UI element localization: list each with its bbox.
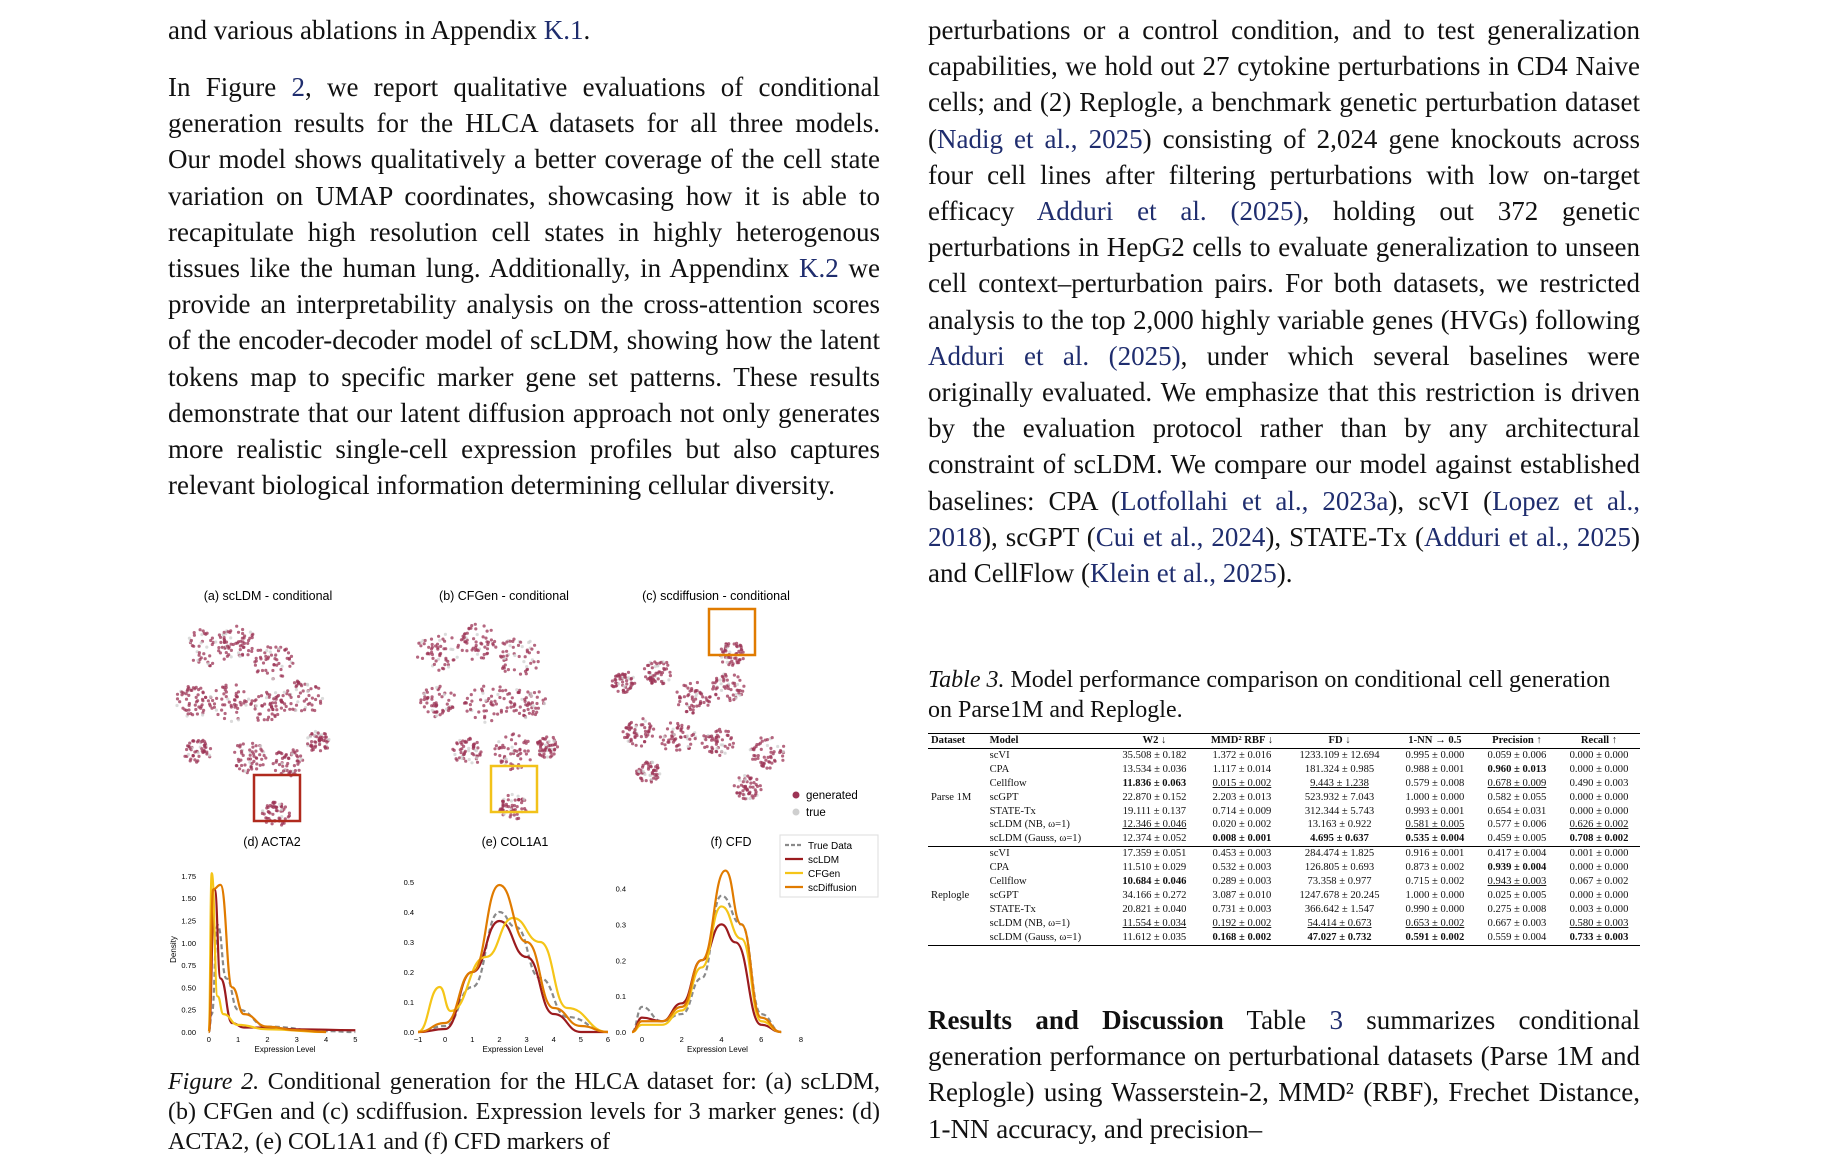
- figure-2-link[interactable]: 2: [291, 72, 305, 102]
- table-value-cell: 47.027 ± 0.732: [1285, 931, 1394, 945]
- table-value-cell: 366.642 ± 1.547: [1304, 903, 1375, 915]
- table-value-cell: 2.203 ± 0.013: [1212, 791, 1272, 803]
- table-header-4: FD ↓: [1285, 734, 1394, 749]
- table-header-3: MMD² RBF ↓: [1199, 734, 1285, 749]
- table-value-cell: 0.535 ± 0.004: [1405, 833, 1465, 845]
- table-model-cell: Cellflow: [989, 876, 1027, 888]
- table-value-cell: 0.708 ± 0.002: [1569, 833, 1629, 845]
- table-value-cell: 19.111 ± 0.137: [1122, 805, 1187, 817]
- table-value-cell: 0.581 ± 0.005: [1405, 819, 1465, 831]
- table-value-cell: 0.003 ± 0.000: [1569, 903, 1629, 915]
- table-row: [928, 875, 1640, 889]
- table-value-cell: 0.417 ± 0.004: [1476, 847, 1558, 861]
- x-tick-label: 8: [798, 1035, 804, 1044]
- table-row: [928, 917, 1640, 931]
- table-row: [928, 763, 1640, 777]
- table-value-cell: 0.733 ± 0.003: [1558, 931, 1640, 945]
- cite-cui[interactable]: Cui et al., 2024: [1095, 521, 1266, 552]
- table-model-cell: Cellflow: [989, 777, 1027, 789]
- density-plot-1: [404, 878, 611, 1054]
- x-tick-label: 6: [759, 1035, 764, 1044]
- cite-adduri-3[interactable]: Adduri et al., 2025: [1423, 521, 1632, 552]
- table-value-cell: 0.067 ± 0.002: [1569, 876, 1629, 888]
- table-value-cell: 0.459 ± 0.005: [1487, 833, 1547, 845]
- table-value-cell: 0.580 ± 0.003: [1569, 917, 1629, 929]
- legend-true: true: [806, 807, 826, 819]
- table-value-cell: 0.000 ± 0.000: [1569, 763, 1629, 775]
- legend-scldm: scLDM: [808, 855, 840, 866]
- legend-true-data: True Data: [808, 841, 853, 852]
- table-value-cell: 0.715 ± 0.002: [1405, 876, 1465, 888]
- table-row: [928, 818, 1640, 832]
- x-tick-label: 2: [679, 1035, 684, 1044]
- table-value-cell: 181.324 ± 0.985: [1304, 763, 1375, 775]
- table-header-1: Model: [987, 734, 1110, 749]
- table-row: [928, 748, 1640, 762]
- table-dataset-cell: [928, 875, 987, 889]
- table-dataset-cell: [928, 818, 987, 832]
- legend-generated-dot: [793, 792, 800, 799]
- y-tick-label: 1.50: [181, 894, 196, 904]
- table-model-cell: CPA: [989, 763, 1010, 775]
- table-value-cell: 9.443 ± 1.238: [1310, 777, 1369, 789]
- x-tick-label: 0: [639, 1035, 645, 1044]
- table-row: [928, 777, 1640, 791]
- table-value-cell: 13.163 ± 0.922: [1307, 819, 1372, 831]
- table-value-cell: 1.000 ± 0.000: [1405, 889, 1465, 901]
- table-value-cell: 126.805 ± 0.693: [1304, 862, 1375, 874]
- table-value-cell: 1.372 ± 0.016: [1212, 749, 1272, 761]
- x-tick-label: 1: [470, 1035, 475, 1044]
- x-tick-label: 4: [719, 1035, 724, 1044]
- x-tick-label: 6: [605, 1035, 611, 1044]
- y-tick-label: 0.3: [615, 920, 626, 930]
- table-dataset-cell: Parse 1M: [931, 791, 972, 803]
- table-value-cell: 0.192 ± 0.002: [1212, 917, 1272, 929]
- density-curve-true: [418, 912, 608, 1032]
- x-tick-label: 4: [323, 1035, 329, 1044]
- table-value-cell: 12.346 ± 0.046: [1122, 819, 1187, 831]
- table-value-cell: 0.000 ± 0.000: [1569, 805, 1629, 817]
- table-value-cell: 22.870 ± 0.152: [1122, 791, 1187, 803]
- y-tick-label: 0.00: [181, 1028, 196, 1037]
- cite-nadig[interactable]: Nadig et al., 2025: [937, 123, 1143, 154]
- table-model-cell: scVI: [987, 847, 1110, 861]
- results-heading: Results and Discussion: [928, 1005, 1224, 1035]
- table-model-cell: scLDM (Gauss, ω=1): [987, 931, 1110, 945]
- table-model-cell: STATE-Tx: [989, 903, 1036, 915]
- table-row: [928, 861, 1640, 875]
- table-model-cell: scLDM (NB, ω=1): [989, 819, 1070, 831]
- density-curve-scdiffusion: [632, 871, 781, 1032]
- table-value-cell: 3.087 ± 0.010: [1212, 889, 1272, 901]
- table-value-cell: 0.667 ± 0.003: [1487, 917, 1547, 929]
- x-tick-label: 1: [236, 1035, 241, 1044]
- cite-adduri-1[interactable]: Adduri et al. (2025): [1036, 196, 1303, 227]
- highlight-box-a: [254, 775, 300, 821]
- table-value-cell: 0.678 ± 0.009: [1487, 777, 1547, 789]
- table-value-cell: 1.117 ± 0.014: [1212, 763, 1272, 775]
- table-value-cell: 312.344 ± 5.743: [1304, 805, 1375, 817]
- table-value-cell: 0.289 ± 0.003: [1212, 876, 1272, 888]
- table-value-cell: 11.510 ± 0.029: [1122, 862, 1187, 874]
- table-value-cell: 12.374 ± 0.052: [1122, 833, 1187, 845]
- y-axis-label: Density: [169, 936, 178, 963]
- table-dataset-cell: Replogle: [931, 889, 970, 901]
- table-row: [928, 847, 1640, 861]
- table-header-7: Recall ↑: [1558, 734, 1640, 749]
- density-plot-0: [169, 872, 357, 1054]
- table-value-cell: 11.836 ± 0.063: [1122, 777, 1187, 789]
- table-dataset-cell: [928, 847, 987, 861]
- table-value-cell: 0.960 ± 0.013: [1487, 763, 1547, 775]
- left-top-line: and various ablations in Appendix K.1.: [168, 15, 591, 45]
- legend-generated: generated: [806, 790, 858, 802]
- table-value-cell: 0.008 ± 0.001: [1212, 833, 1272, 845]
- table-dataset-cell: [928, 748, 987, 762]
- table-header-2: W2 ↓: [1110, 734, 1199, 749]
- x-axis-label: Expression Level: [482, 1045, 544, 1054]
- table-value-cell: 0.275 ± 0.008: [1487, 903, 1547, 915]
- table-header-0: Dataset: [928, 734, 987, 749]
- table-value-cell: 0.025 ± 0.005: [1487, 889, 1547, 901]
- density-curve-scdiffusion: [209, 885, 326, 1032]
- cite-lopez[interactable]: Lopez et al., 2018: [928, 485, 1640, 552]
- table-value-cell: 0.000 ± 0.000: [1569, 889, 1629, 901]
- table-value-cell: 523.932 ± 7.043: [1304, 791, 1375, 803]
- table-3-link[interactable]: 3: [1329, 1005, 1343, 1035]
- table-value-cell: 11.612 ± 0.035: [1110, 931, 1199, 945]
- x-axis-label: Expression Level: [254, 1045, 316, 1054]
- table-row: [928, 931, 1640, 945]
- table-value-cell: 0.714 ± 0.009: [1212, 805, 1272, 817]
- y-tick-label: 1.00: [181, 938, 196, 948]
- figure-2: [168, 582, 880, 1054]
- table-value-cell: 0.988 ± 0.001: [1405, 763, 1465, 775]
- table-value-cell: 0.939 ± 0.004: [1487, 862, 1547, 874]
- y-tick-label: 0.75: [181, 961, 196, 971]
- umap-c: [611, 642, 786, 801]
- table-value-cell: 0.579 ± 0.008: [1405, 777, 1465, 789]
- x-tick-label: 3: [294, 1035, 299, 1044]
- table-row: [928, 889, 1640, 903]
- appendix-k2-link[interactable]: K.2: [799, 253, 839, 284]
- legend-true-dot: [793, 809, 800, 816]
- table-value-cell: 0.591 ± 0.002: [1394, 931, 1476, 945]
- umap-title-b: (b) CFGen - conditional: [439, 589, 569, 603]
- table-value-cell: 0.000 ± 0.000: [1569, 862, 1629, 874]
- table-value-cell: 17.359 ± 0.051: [1110, 847, 1199, 861]
- y-tick-label: 0.1: [403, 998, 414, 1007]
- y-tick-label: 0.4: [403, 908, 414, 917]
- table-model-cell: scGPT: [989, 889, 1019, 901]
- legend-cfgen: CFGen: [808, 869, 841, 880]
- table-header-5: 1-NN → 0.5: [1394, 734, 1476, 749]
- umap-title-a: (a) scLDM - conditional: [203, 589, 333, 603]
- density-title-d: (d) ACTA2: [243, 835, 301, 849]
- table-row: [928, 832, 1640, 846]
- x-tick-label: 5: [353, 1035, 358, 1044]
- table-value-cell: 1.000 ± 0.000: [1405, 791, 1465, 803]
- table-value-cell: 54.414 ± 0.673: [1307, 917, 1372, 929]
- table-value-cell: 0.453 ± 0.003: [1199, 847, 1285, 861]
- density-legend: [780, 835, 878, 897]
- cite-klein[interactable]: Klein et al., 2025: [1090, 558, 1277, 589]
- table-dataset-cell: [928, 777, 987, 791]
- table-value-cell: 0.873 ± 0.002: [1405, 862, 1465, 874]
- y-tick-label: 0.50: [181, 983, 196, 993]
- highlight-box-c: [709, 609, 755, 655]
- table-value-cell: 0.001 ± 0.000: [1558, 847, 1640, 861]
- table-model-cell: scLDM (NB, ω=1): [989, 917, 1070, 929]
- x-tick-label: −1: [413, 1035, 423, 1044]
- table-dataset-cell: [928, 805, 987, 819]
- table-value-cell: 0.059 ± 0.006: [1487, 749, 1547, 761]
- table-dataset-cell: [928, 763, 987, 777]
- y-tick-label: 1.75: [181, 871, 196, 881]
- table-value-cell: 0.559 ± 0.004: [1476, 931, 1558, 945]
- table-value-cell: 0.490 ± 0.003: [1569, 777, 1629, 789]
- y-tick-label: 0.2: [615, 956, 626, 966]
- legend-scdiffusion: scDiffusion: [808, 883, 857, 894]
- table-model-cell: scVI: [989, 749, 1010, 761]
- x-tick-label: 2: [497, 1035, 502, 1044]
- density-curve-scldm: [418, 921, 608, 1032]
- figure-2-caption: Figure 2. Conditional generation for the HLCA dataset for: (a) scLDM, (b) CFGen and (c) scdiffusion. Expression levels for 3 marker genes: (d) ACTA2, (e) COL1A1 and (f) CFD markers of: [168, 1069, 880, 1155]
- figure-2-graphic: [168, 582, 880, 1054]
- x-tick-label: 3: [524, 1035, 529, 1044]
- table-value-cell: 0.731 ± 0.003: [1212, 903, 1272, 915]
- x-tick-label: 5: [578, 1035, 583, 1044]
- table-value-cell: 73.358 ± 0.977: [1307, 876, 1372, 888]
- results-paragraph: Results and Discussion Table 3 summarizes conditional generation performance on perturbational datasets (Parse 1M and Replogle) using Wasserstein-2, MMD² (RBF), Frechet Distance, 1-NN accuracy, and precision–: [928, 1005, 1641, 1144]
- density-title-e: (e) COL1A1: [481, 835, 549, 849]
- table-value-cell: 0.990 ± 0.000: [1405, 903, 1465, 915]
- table-3: [928, 733, 1640, 946]
- table-dataset-cell: [928, 861, 987, 875]
- x-tick-label: 2: [265, 1035, 270, 1044]
- table-value-cell: 0.015 ± 0.002: [1212, 777, 1272, 789]
- umap-title-c: (c) scdiffusion - conditional: [642, 589, 790, 603]
- table-value-cell: 0.532 ± 0.003: [1212, 862, 1272, 874]
- y-tick-label: 0.0: [615, 1028, 626, 1037]
- y-tick-label: 0.1: [615, 992, 626, 1002]
- table-model-cell: scGPT: [989, 791, 1019, 803]
- density-curve-true: [209, 925, 356, 1032]
- right-paragraph: perturbations or a control condition, and to test generalization capabilities, we hold out 27 cytokine perturbations in CD4 Naive cells; and (2) Replogle, a benchmark genetic perturbation dataset (Nadig et al., 2025) consisting of 2,024 gene knockouts across four cell lines after filtering perturbations with low on-target efficacy Adduri et al. (2025), holding out 372 genetic perturbations in HepG2 cells to evaluate generalization to unseen cell context–perturbation pairs. For both datasets, we restricted analysis to the top 2,000 highly variable genes (HVGs) following Adduri et al. (2025), under which several baselines were originally evaluated. We emphasize that this restriction is driven by the evaluation protocol rather than by any architectural constraint of scLDM. We compare our model against established baselines: CPA (Lotfollahi et al., 2023a), scVI (Lopez et al., 2018), scGPT (Cui et al., 2024), STATE-Tx (Adduri et al., 2025) and CellFlow (Klein et al., 2025).: [928, 15, 1641, 589]
- table-value-cell: 0.000 ± 0.000: [1569, 791, 1629, 803]
- x-tick-label: 0: [206, 1035, 211, 1044]
- y-tick-label: 0.3: [403, 938, 414, 947]
- table-value-cell: 4.695 ± 0.637: [1310, 833, 1369, 845]
- table-model-cell: CPA: [989, 862, 1010, 874]
- table-value-cell: 284.474 ± 1.825: [1285, 847, 1394, 861]
- x-tick-label: 4: [551, 1035, 556, 1044]
- table-3-caption: Table 3. Model performance comparison on conditional cell generation on Parse1M and Replogle.: [928, 667, 1611, 723]
- table-header-6: Precision ↑: [1476, 734, 1558, 749]
- table-value-cell: 1233.109 ± 12.694: [1299, 749, 1380, 761]
- table-model-cell: STATE-Tx: [989, 805, 1036, 817]
- table-value-cell: 34.166 ± 0.272: [1122, 889, 1187, 901]
- table-value-cell: 0.654 ± 0.031: [1487, 805, 1547, 817]
- y-tick-label: 0.2: [403, 968, 414, 977]
- table-value-cell: 13.534 ± 0.036: [1122, 763, 1187, 775]
- density-plot-2: [616, 871, 804, 1054]
- table-value-cell: 0.577 ± 0.006: [1487, 819, 1547, 831]
- table-value-cell: 0.916 ± 0.001: [1394, 847, 1476, 861]
- table-model-cell: scLDM (Gauss, ω=1): [989, 833, 1082, 845]
- table-value-cell: 20.821 ± 0.040: [1122, 903, 1187, 915]
- table-value-cell: 0.000 ± 0.000: [1569, 749, 1629, 761]
- cite-adduri-2[interactable]: Adduri et al. (2025): [928, 340, 1181, 371]
- table-value-cell: 0.020 ± 0.002: [1212, 819, 1272, 831]
- table-value-cell: 0.993 ± 0.001: [1405, 805, 1465, 817]
- table-row: [928, 903, 1640, 917]
- table-value-cell: 0.943 ± 0.003: [1487, 876, 1547, 888]
- left-paragraph: In Figure 2, we report qualitative evaluations of conditional generation results for the HLCA datasets for all three models. Our model shows qualitatively a better coverage of the cell state variation on UMAP coordinates, showcasing how it is able to recapitulate high resolution cell states in highly heterogenous tissues like the human lung. Additionally, in Appendinx K.2 we provide an interpretability analysis on the cross-attention scores of the encoder-decoder model of scLDM, showing how the latent tokens map to specific marker gene set patterns. These results demonstrate that our latent diffusion approach not only generates more realistic single-cell expression profiles but also captures relevant biological information determining cellular diversity.: [168, 72, 880, 501]
- density-curve-scldm: [209, 889, 356, 1032]
- density-curve-cfgen: [418, 918, 608, 1032]
- table-dataset-cell: [928, 917, 987, 931]
- table-dataset-cell: [928, 832, 987, 846]
- x-axis-label: Expression Level: [687, 1045, 748, 1054]
- table-value-cell: 35.508 ± 0.182: [1122, 749, 1187, 761]
- density-title-f: (f) CFD: [710, 835, 752, 849]
- y-tick-label: 0.0: [403, 1028, 414, 1037]
- table-value-cell: 0.653 ± 0.002: [1405, 917, 1465, 929]
- table-value-cell: 1247.678 ± 20.245: [1299, 889, 1380, 901]
- table-dataset-cell: [928, 903, 987, 917]
- table-row: [928, 805, 1640, 819]
- table-value-cell: 0.582 ± 0.055: [1487, 791, 1547, 803]
- cite-lotfollahi[interactable]: Lotfollahi et al., 2023a: [1120, 485, 1389, 516]
- table-value-cell: 10.684 ± 0.046: [1122, 876, 1187, 888]
- table-row: [928, 791, 1640, 805]
- density-curve-scdiffusion: [418, 885, 608, 1032]
- y-tick-label: 1.25: [181, 916, 196, 926]
- y-tick-label: 0.25: [181, 1005, 196, 1015]
- table-value-cell: 11.554 ± 0.034: [1122, 917, 1187, 929]
- x-tick-label: 0: [443, 1035, 448, 1044]
- y-tick-label: 0.5: [403, 878, 414, 887]
- table-dataset-cell: [928, 931, 987, 945]
- y-tick-label: 0.4: [615, 884, 626, 894]
- table-value-cell: 0.626 ± 0.002: [1569, 819, 1629, 831]
- table-value-cell: 0.995 ± 0.000: [1405, 749, 1465, 761]
- appendix-k1-link[interactable]: K.1: [543, 15, 584, 45]
- table-value-cell: 0.168 ± 0.002: [1199, 931, 1285, 945]
